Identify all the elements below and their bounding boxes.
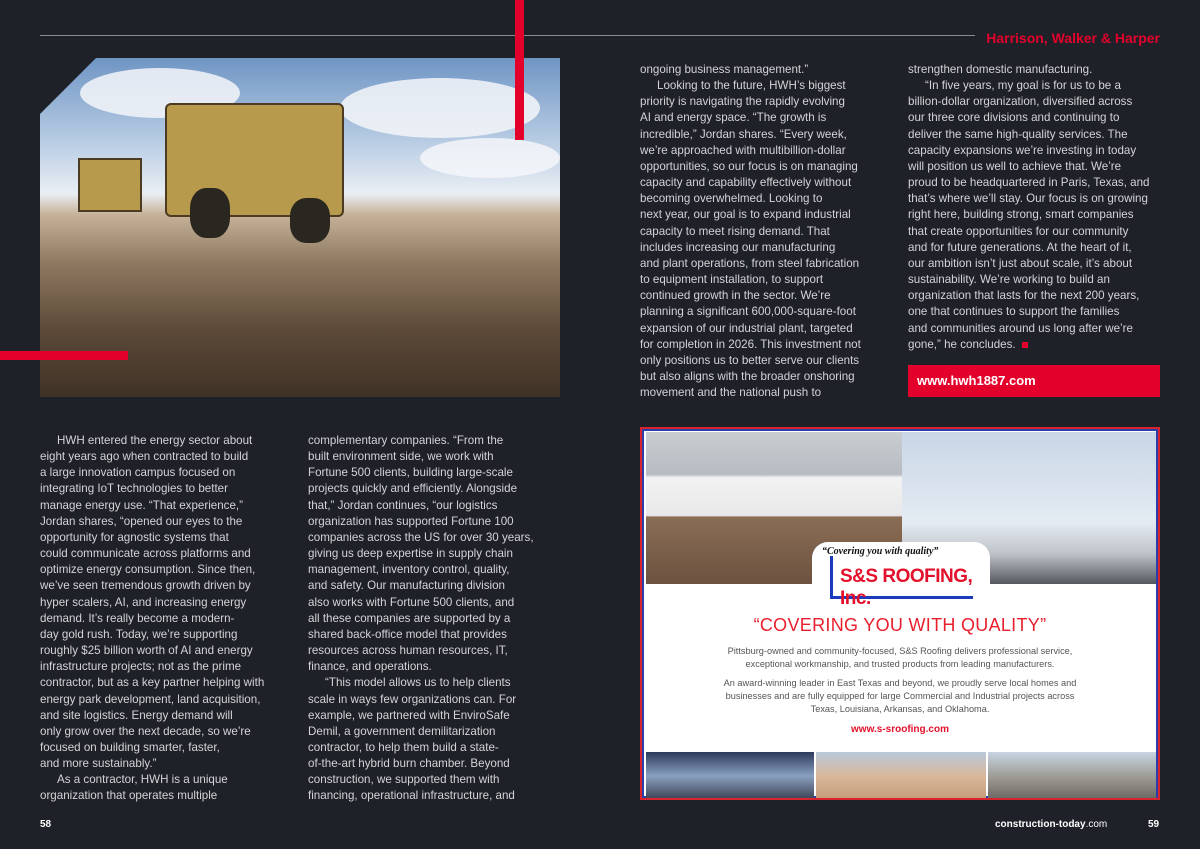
page-number-left: 58 <box>40 819 52 830</box>
article-line: Looking to the future, HWH’s biggest <box>657 79 846 93</box>
article-line: “This model allows us to help clients <box>325 676 511 690</box>
article-line: priority is navigating the rapidly evolving <box>640 95 845 109</box>
article-line: eight years ago when contracted to build <box>40 450 249 464</box>
article-line: giving us deep expertise in supply chain <box>308 547 513 561</box>
article-line: sustainability. We’re working to build an <box>908 273 1110 287</box>
article-line: contractor, to help them build a state- <box>308 740 499 754</box>
article-line: billion-dollar organization, diversified across <box>908 95 1133 109</box>
article-line: infrastructure projects; not as the prime <box>40 660 242 674</box>
article-line: right here, building strong, smart companies <box>908 208 1134 222</box>
article-line: companies across the US for over 30 years, <box>308 530 534 544</box>
article-line: and for future generations. At the heart of it, <box>908 240 1132 254</box>
article-line: capacity to meet rising demand. That <box>640 224 830 238</box>
article-line: our ambition isn’t just about scale, it’s about <box>908 256 1133 270</box>
ad-website-link[interactable]: www.s-sroofing.com <box>851 724 949 735</box>
article-line: AI and energy space. “The growth is <box>640 111 827 125</box>
article-line: resources across human resources, IT, <box>308 644 508 658</box>
article-line: complementary companies. “From the <box>308 434 504 447</box>
article-line: incredible,” Jordan shares. “Every week, <box>640 127 847 141</box>
article-line: finance, and operations. <box>308 660 432 674</box>
ss-roofing-advertisement <box>640 427 1160 800</box>
article-line: ongoing business management.” <box>640 63 809 76</box>
article-line: that create opportunities for our community <box>908 224 1129 238</box>
article-line: expansion of our industrial plant, targeted <box>640 321 853 335</box>
article-line: management, inventory control, quality, <box>308 563 510 577</box>
earthmover-photo <box>40 58 560 397</box>
article-line: Jordan shares, “opened our eyes to the <box>40 514 243 528</box>
header-rule <box>40 35 975 36</box>
article-line: construction, we supported them with <box>308 773 500 787</box>
article-line: organization that operates multiple <box>40 789 218 803</box>
article-line: but also aligns with the broader onshoring <box>640 369 855 383</box>
article-line: gone,” he concludes. <box>908 337 1016 351</box>
website-link[interactable]: www.hwh1887.com <box>908 365 1160 397</box>
page-number-right: 59 <box>1148 819 1160 830</box>
article-line: a large innovation campus focused on <box>40 466 236 480</box>
article-line: includes increasing our manufacturing <box>640 240 836 254</box>
end-mark-icon <box>1022 342 1028 348</box>
article-line: that,” Jordan continues, “our logistics <box>308 498 498 512</box>
article-line: organization has supported Fortune 100 <box>308 514 514 528</box>
article-line: financing, operational infrastructure, and <box>308 789 515 803</box>
article-line: planning a significant 600,000-square-foot <box>640 305 856 319</box>
article-line: roughly $25 billion worth of AI and energy <box>40 644 253 658</box>
article-line: contractor, but as a key partner helping with <box>40 676 265 690</box>
article-line: will position us well to achieve that. We’re <box>908 159 1122 173</box>
article-line: opportunities, so our focus is on managing <box>640 159 858 173</box>
article-line: HWH entered the energy sector about <box>57 434 253 447</box>
article-column-4 <box>908 62 1158 353</box>
article-column-2 <box>308 433 558 805</box>
article-line: our three core divisions and continuing to <box>908 111 1120 125</box>
article-line: also works with Fortune 500 clients, and <box>308 595 515 609</box>
article-line: organization that lasts for the next 200 years, <box>908 289 1140 303</box>
article-line: and site logistics. Energy demand will <box>40 708 233 722</box>
article-line: for completion in 2026. This investment not <box>640 337 861 351</box>
article-line: example, we partnered with EnviroSafe <box>308 708 510 722</box>
footer-site: construction-today.com <box>995 819 1108 830</box>
article-line: capacity and capability effectively without <box>640 176 852 190</box>
article-line: we’re approached with multibillion-dollar <box>640 143 846 157</box>
article-line: next year, our goal is to expand industrial <box>640 208 851 222</box>
article-line: to equipment installation, to support <box>640 273 824 287</box>
ad-photo-steel-frame <box>646 752 814 800</box>
article-line: capacity expansions we’re investing in today <box>908 143 1137 157</box>
ad-paragraph-2: An award-winning leader in East Texas and beyond, we proudly serve local homes and businesses and are fully equipped for large Commercial and Industrial projects across Texas, Louisiana, Arkansas, and Oklahoma. <box>723 678 1077 714</box>
ad-photo-commercial-roof <box>988 752 1156 800</box>
article-line: movement and the national push to <box>640 386 822 400</box>
article-line: only grow over the next decade, so we’re <box>40 724 251 738</box>
article-line: energy park development, land acquisition, <box>40 692 261 706</box>
article-line: of-the-art hybrid burn chamber. Beyond <box>308 757 510 771</box>
article-line: one that continues to support the families <box>908 305 1120 319</box>
article-line: and safety. Our manufacturing division <box>308 579 505 593</box>
article-line: shared back-office model that provides <box>308 627 507 641</box>
article-line: Fortune 500 clients, building large-scale <box>308 466 513 480</box>
accent-bar-vertical <box>515 0 524 140</box>
article-line: and plant operations, from steel fabrication <box>640 256 860 270</box>
article-line: becoming overwhelmed. Looking to <box>640 192 823 206</box>
article-line: strengthen domestic manufacturing. <box>908 63 1093 76</box>
article-line: projects quickly and efficiently. Alongside <box>308 482 518 496</box>
article-line: manage energy use. “That experience,” <box>40 498 244 512</box>
ad-paragraph-1: Pittsburg-owned and community-focused, S&S Roofing delivers professional service, exceptional workmanship, and trusted products from leading manufacturers. <box>727 646 1073 669</box>
article-line: could communicate across platforms and <box>40 547 251 561</box>
article-line: all these companies are supported by a <box>308 611 511 625</box>
ad-headline: “COVERING YOU WITH QUALITY” <box>753 615 1047 635</box>
article-line: Demil, a government demilitarization <box>308 724 496 738</box>
article-line: opportunity for agnostic systems that <box>40 530 229 544</box>
article-line: focused on building smarter, faster, <box>40 740 220 754</box>
article-line: optimize energy consumption. Since then, <box>40 563 256 577</box>
article-column-3 <box>640 62 890 401</box>
article-line: that’s where we’ll stay. Our focus is on growing <box>908 192 1148 206</box>
article-line: deliver the same high-quality services. The <box>908 127 1128 141</box>
ss-roofing-logo: “Covering you with quality” S&S ROOFING, Inc. <box>812 542 990 612</box>
article-line: demand. It’s really become a modern- <box>40 611 235 625</box>
article-line: only positions us to better serve our clients <box>640 353 860 367</box>
article-line: “In five years, my goal is for us to be a <box>925 79 1121 93</box>
article-line: scale in ways few organizations can. For <box>308 692 517 706</box>
article-line: continued growth in the sector. We’re <box>640 289 831 303</box>
article-line: we’ve seen tremendous growth driven by <box>40 579 251 593</box>
article-line: proud to be headquartered in Paris, Texas, and <box>908 176 1150 190</box>
article-line: and more sustainably.” <box>40 757 157 771</box>
article-line: day gold rush. Today, we’re supporting <box>40 627 238 641</box>
publication-title: Harrison, Walker & Harper <box>986 30 1160 46</box>
article-line: and communities around us long after we’re <box>908 321 1133 335</box>
article-column-1 <box>40 433 290 805</box>
article-line: built environment side, we work with <box>308 450 494 464</box>
ad-photo-roof-worker <box>816 752 986 800</box>
article-line: integrating IoT technologies to better <box>40 482 228 496</box>
accent-bar-horizontal <box>0 351 128 360</box>
article-line: hyper scalers, AI, and increasing energy <box>40 595 247 609</box>
article-line: As a contractor, HWH is a unique <box>57 773 228 787</box>
